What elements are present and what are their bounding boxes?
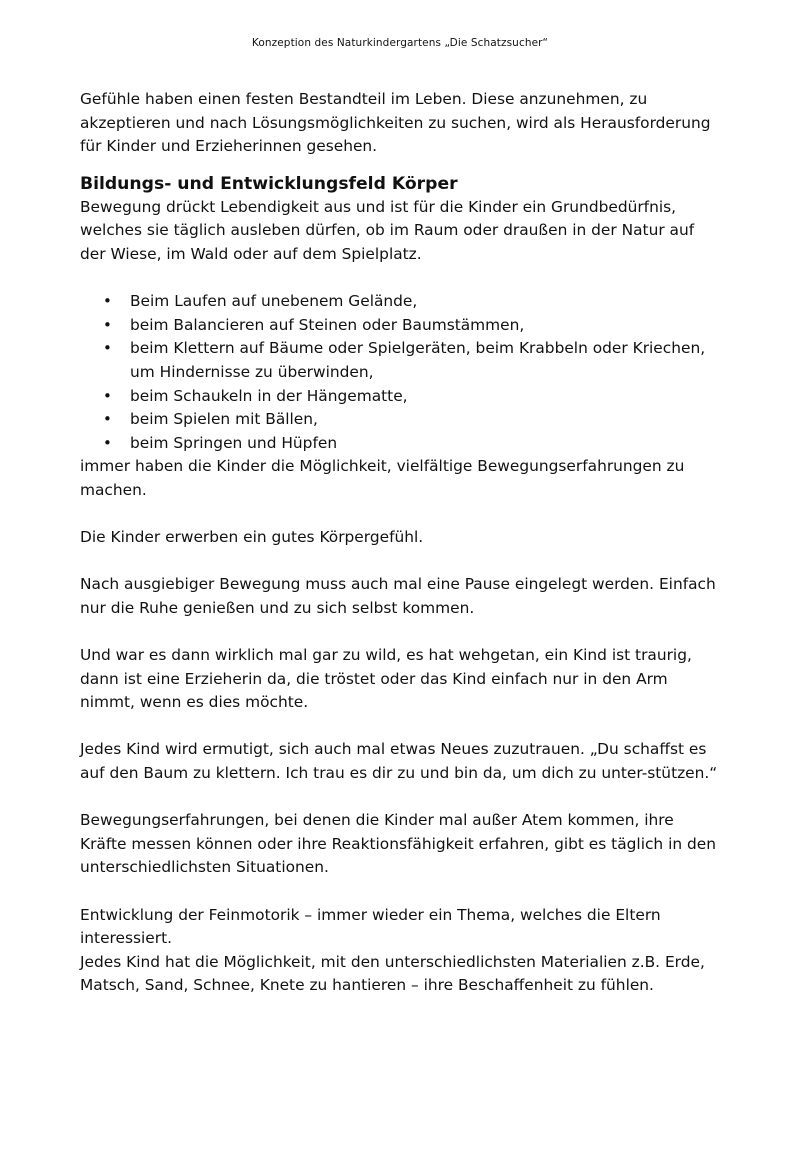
paragraph-spacer [80, 620, 720, 644]
paragraph-spacer [80, 267, 720, 291]
body-paragraph: Und war es dann wirklich mal gar zu wild, es hat wehgetan, ein Kind ist traurig, dann ist eine Erzieherin da, die tröstet oder das Kind einfach nur in den Arm nimmt, wenn es dies möchte. [80, 646, 692, 712]
list-item-text: beim Balancieren auf Steinen oder Baumstämmen, [130, 315, 525, 334]
paragraph-spacer [80, 880, 720, 904]
paragraph-spacer [80, 550, 720, 574]
body-paragraph: Bewegungserfahrungen, bei denen die Kinder mal außer Atem kommen, ihre Kräfte messen können oder ihre Reaktionsfähigkeit erfahren, gibt es täglich in den unterschiedlichsten Situationen. [80, 811, 716, 877]
section-heading: Bildungs- und Entwicklungsfeld Körper [80, 173, 458, 194]
bullet-icon: • [103, 292, 112, 311]
section-lead-paragraph: Bewegung drückt Lebendigkeit aus und ist für die Kinder ein Grundbedürfnis, welches sie täglich ausleben dürfen, ob im Raum oder draußen in der Natur auf der Wiese, im Wald oder auf dem Spielplatz. [80, 197, 695, 263]
list-item [103, 337, 720, 384]
list-item [103, 408, 720, 432]
bullet-icon: • [103, 433, 112, 452]
paragraph-spacer [80, 786, 720, 810]
list-item-text: beim Schaukeln in der Hängematte, [130, 386, 408, 405]
body-paragraph: Nach ausgiebiger Bewegung muss auch mal eine Pause eingelegt werden. Einfach nur die Ruhe genießen und zu sich selbst kommen. [80, 575, 716, 617]
list-item [103, 385, 720, 409]
bullet-icon: • [103, 410, 112, 429]
list-item [103, 432, 720, 456]
fine-motor-paragraph: Entwicklung der Feinmotorik – immer wieder ein Thema, welches die Eltern interessiert. [80, 905, 661, 948]
paragraph-spacer [80, 715, 720, 739]
list-item-text: beim Spielen mit Bällen, [130, 410, 318, 429]
list-item-text: beim Springen und Hüpfen [130, 433, 338, 452]
list-item [103, 290, 720, 314]
bullet-icon: • [103, 315, 112, 334]
movement-list [80, 290, 720, 455]
bullet-icon: • [103, 339, 112, 358]
body-paragraph: Die Kinder erwerben ein gutes Körpergefühl. [80, 528, 424, 547]
bullet-icon: • [103, 386, 112, 405]
page-header: Konzeption des Naturkindergartens „Die Schatzsucher“ [251, 37, 549, 49]
fine-motor-paragraph: Jedes Kind hat die Möglichkeit, mit den unterschiedlichsten Materialien z.B. Erde, Matsch, Sand, Schnee, Knete zu hantieren – ihre Beschaffenheit zu fühlen. [80, 952, 705, 995]
intro-paragraph: Gefühle haben einen festen Bestandteil im Leben. Diese anzunehmen, zu akzeptieren und nach Lösungsmöglichkeiten zu suchen, wird als Herausforderung für Kinder und Erzieherinnen gesehen. [80, 90, 711, 156]
paragraph-spacer [80, 503, 720, 527]
body-paragraph: Jedes Kind wird ermutigt, sich auch mal etwas Neues zuzutrauen. „Du schaffst es auf den Baum zu klettern. Ich trau es dir zu und bin da, um dich zu unter-stützen.“ [80, 740, 718, 783]
list-item-text: beim Klettern auf Bäume oder Spielgeräten, beim Krabbeln oder Kriechen, um Hindernisse zu überwinden, [130, 339, 706, 381]
document-body [80, 88, 720, 998]
after-list-paragraph: immer haben die Kinder die Möglichkeit, vielfältige Bewegungserfahrungen zu machen. [80, 457, 685, 499]
list-item [103, 314, 720, 338]
list-item-text: Beim Laufen auf unebenem Gelände, [130, 292, 418, 311]
